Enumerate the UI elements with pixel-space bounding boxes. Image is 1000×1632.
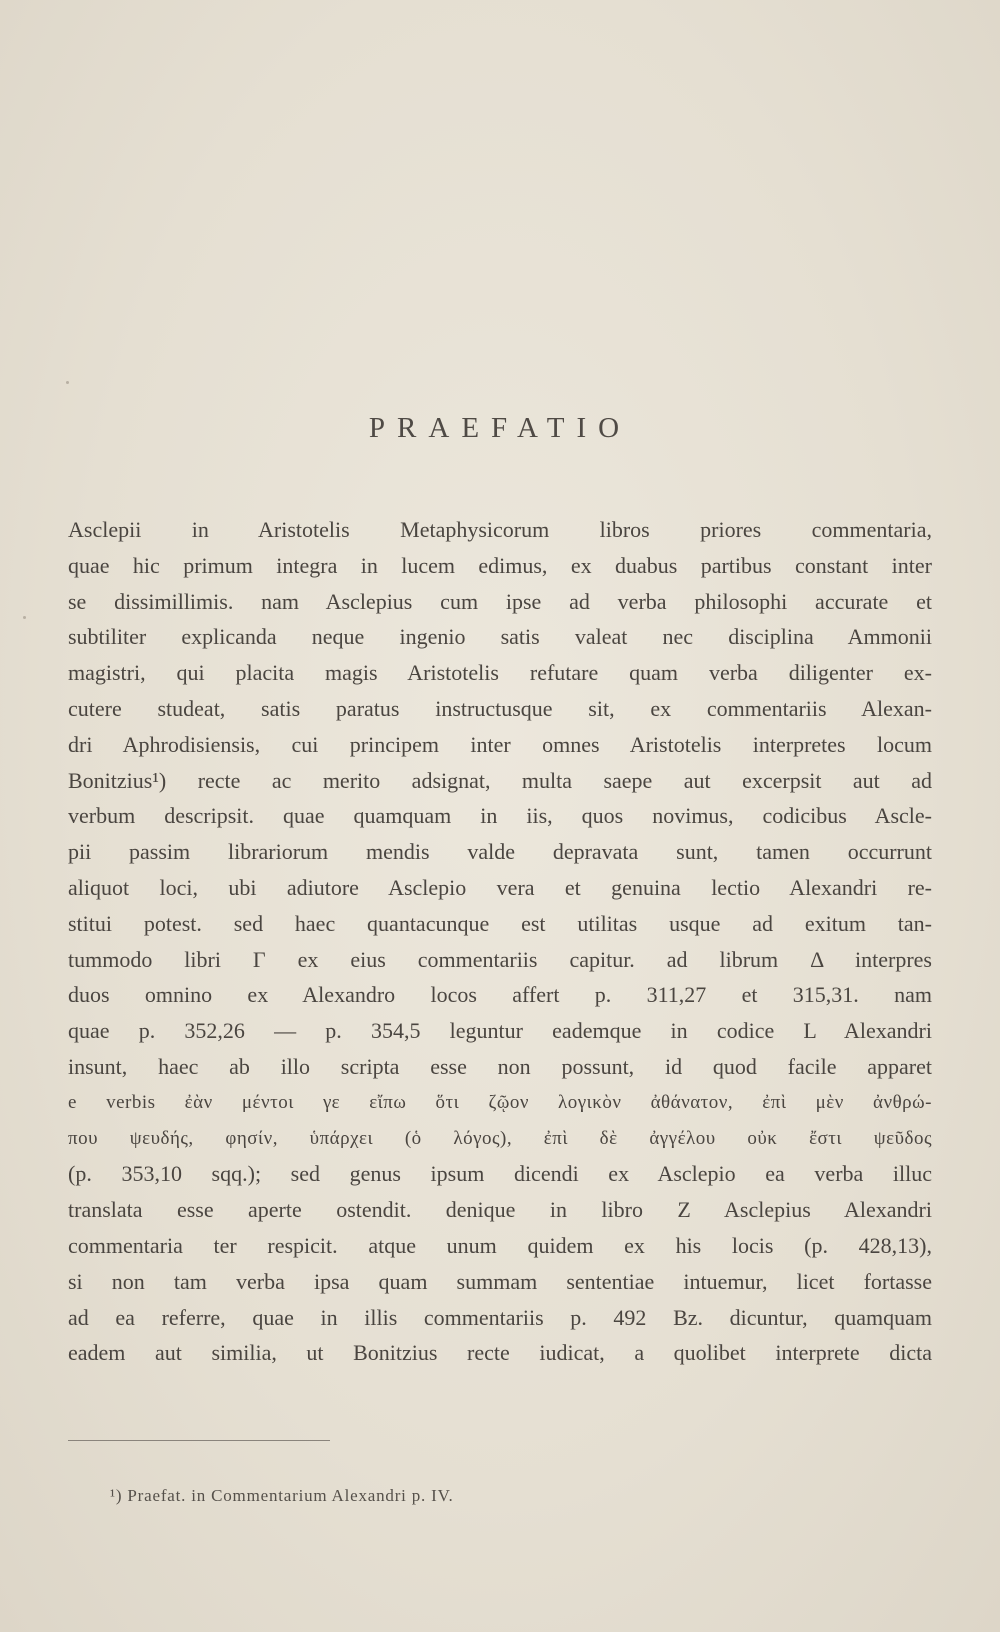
text-line: stitui potest. sed haec quantacunque est utilitas usque ad exitum tan- (68, 910, 932, 936)
text-line-greek: e verbis ἐὰν μέντοι γε εἴπω ὅτι ζῷον λογικὸν ἀθάνατον, ἐπὶ μὲν ἀνθρώ- (68, 1091, 932, 1113)
paper-speck (23, 616, 26, 619)
text-line: ad ea referre, quae in illis commentariis p. 492 Bz. dicuntur, quamquam (68, 1304, 932, 1330)
text-line: tummodo libri Γ ex eius commentariis capitur. ad librum Δ interpres (68, 946, 932, 972)
page-title: PRAEFATIO (368, 412, 632, 444)
text-line: si non tam verba ipsa quam summam sententiae intuemur, licet fortasse (68, 1268, 932, 1294)
text-line: Asclepii in Aristotelis Metaphysicorum libros priores commentaria, (68, 517, 932, 542)
text-line: eadem aut similia, ut Bonitzius recte iudicat, a quolibet interprete dicta (68, 1340, 932, 1366)
text-line: cutere studeat, satis paratus instructusque sit, ex commentariis Alexan- (68, 695, 932, 721)
text-line: quae hic primum integra in lucem edimus, ex duabus partibus constant inter (68, 552, 932, 578)
paper-speck (66, 381, 69, 384)
text-line: (p. 353,10 sqq.); sed genus ipsum dicendi ex Asclepio ea verba illuc (68, 1161, 932, 1187)
text-line: verbum descripsit. quae quamquam in iis, quos novimus, codicibus Ascle- (68, 803, 932, 829)
text-line: insunt, haec ab illo scripta esse non possunt, id quod facile apparet (68, 1053, 932, 1079)
text-line: dri Aphrodisiensis, cui principem inter omnes Aristotelis interpretes locum (68, 731, 932, 757)
text-line: magistri, qui placita magis Aristotelis refutare quam verba diligenter ex- (68, 660, 932, 686)
text-line: subtiliter explicanda neque ingenio satis valeat nec disciplina Ammonii (68, 624, 932, 650)
body-text (68, 512, 932, 1371)
text-line-greek: που ψευδής, φησίν, ὑπάρχει (ὁ λόγος), ἐπὶ δὲ ἀγγέλου οὐκ ἔστι ψεῦδος (68, 1127, 932, 1149)
footnote: ¹) Praefat. in Commentarium Alexandri p. IV. (110, 1486, 454, 1505)
text-line: aliquot loci, ubi adiutore Asclepio vera et genuina lectio Alexandri re- (68, 874, 932, 900)
footnote-rule (68, 1440, 330, 1441)
text-line: commentaria ter respicit. atque unum quidem ex his locis (p. 428,13), (68, 1232, 932, 1258)
text-line: se dissimillimis. nam Asclepius cum ipse ad verba philosophi accurate et (68, 588, 932, 614)
text-line: duos omnino ex Alexandro locos affert p. 311,27 et 315,31. nam (68, 982, 932, 1008)
text-line: pii passim librariorum mendis valde depravata sunt, tamen occurrunt (68, 839, 932, 865)
text-line: translata esse aperte ostendit. denique in libro Z Asclepius Alexandri (68, 1197, 932, 1223)
text-line: Bonitzius¹) recte ac merito adsignat, multa saepe aut excerpsit aut ad (68, 767, 932, 793)
text-line: quae p. 352,26 — p. 354,5 leguntur eademque in codice L Alexandri (68, 1018, 932, 1044)
